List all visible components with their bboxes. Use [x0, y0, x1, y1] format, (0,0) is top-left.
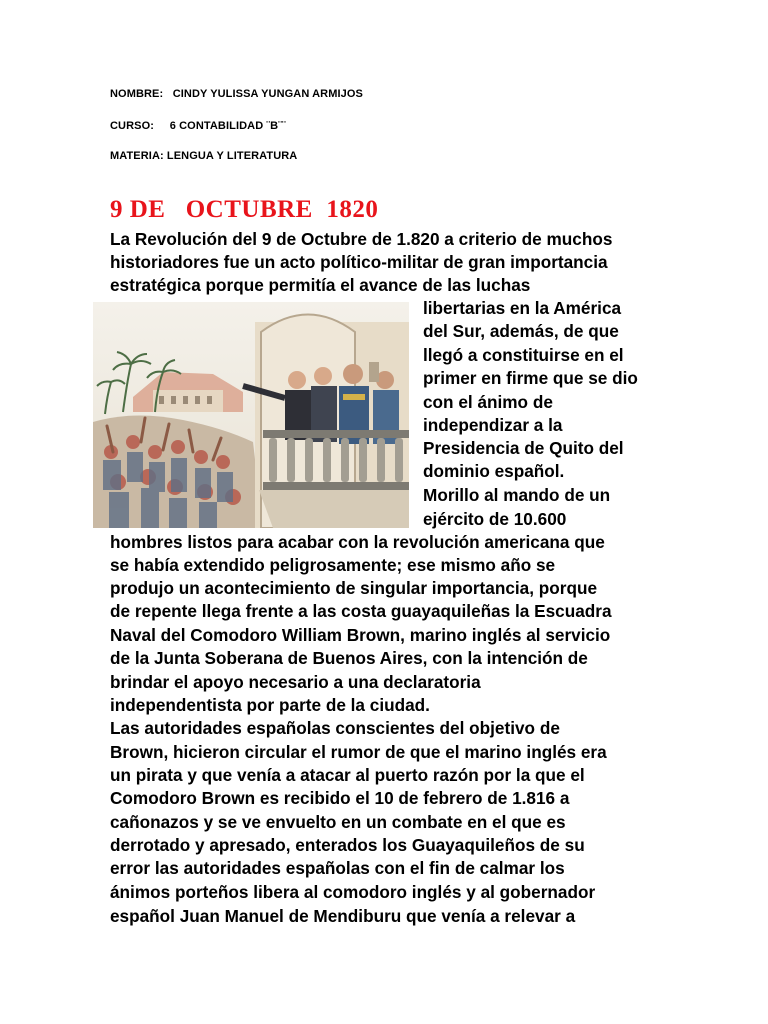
body-line: Las autoridades españolas conscientes del objetivo de	[110, 718, 560, 738]
body-line: dominio español.	[423, 461, 565, 481]
body-line: libertarias en la América	[423, 298, 622, 318]
body-line: Comodoro Brown es recibido el 10 de febrero de 1.816 a	[110, 788, 570, 808]
body-line: produjo un acontecimiento de singular importancia, porque	[110, 578, 598, 598]
body-line: ánimos porteños libera al comodoro inglés y al gobernador	[110, 882, 596, 902]
student-name-line: NOMBRE: CINDY YULISSA YUNGAN ARMIJOS	[110, 88, 363, 100]
body-line: hombres listos para acabar con la revolución americana que	[110, 532, 605, 552]
body-line: estratégica porque permitía el avance de las luchas	[110, 275, 531, 295]
body-line: La Revolución del 9 de Octubre de 1.820 a criterio de muchos	[110, 229, 613, 249]
body-line: del Sur, además, de que	[423, 321, 619, 341]
body-line: primer en firme que se dio	[423, 368, 638, 388]
body-line: ejército de 10.600	[423, 509, 567, 529]
body-line: de la Junta Soberana de Buenos Aires, con la intención de	[110, 648, 588, 668]
body-line: Morillo al mando de un	[423, 485, 611, 505]
course-line: CURSO: 6 CONTABILIDAD ¨B¨¨	[110, 120, 286, 132]
body-line: Brown, hicieron circular el rumor de que el marino inglés era	[110, 742, 607, 762]
body-line: se había extendido peligrosamente; ese mismo año se	[110, 555, 556, 575]
body-line: Naval del Comodoro William Brown, marino inglés al servicio	[110, 625, 611, 645]
body-line: derrotado y apresado, enterados los Guayaquileños de su	[110, 835, 585, 855]
body-line: historiadores fue un acto político-militar de gran importancia	[110, 252, 608, 272]
body-line: error las autoridades españolas con el fin de calmar los	[110, 858, 565, 878]
document-title: 9 DE OCTUBRE 1820	[110, 196, 379, 223]
body-line: Presidencia de Quito del	[423, 438, 624, 458]
body-line: español Juan Manuel de Mendiburu que venía a relevar a	[110, 906, 576, 926]
body-line: de repente llega frente a las costa guayaquileñas la Escuadra	[110, 601, 612, 621]
body-line: un pirata y que venía a atacar al puerto razón por la que el	[110, 765, 585, 785]
body-line: independentista por parte de la ciudad.	[110, 695, 430, 715]
body-line: llegó a constituirse en el	[423, 345, 624, 365]
body-line: independizar a la	[423, 415, 563, 435]
body-line: cañonazos y se ve envuelto en un combate en el que es	[110, 812, 566, 832]
body-line: brindar el apoyo necesario a una declaratoria	[110, 672, 481, 692]
subject-line: MATERIA: LENGUA Y LITERATURA	[110, 150, 298, 162]
body-line: con el ánimo de	[423, 392, 553, 412]
independence-illustration	[93, 302, 409, 528]
